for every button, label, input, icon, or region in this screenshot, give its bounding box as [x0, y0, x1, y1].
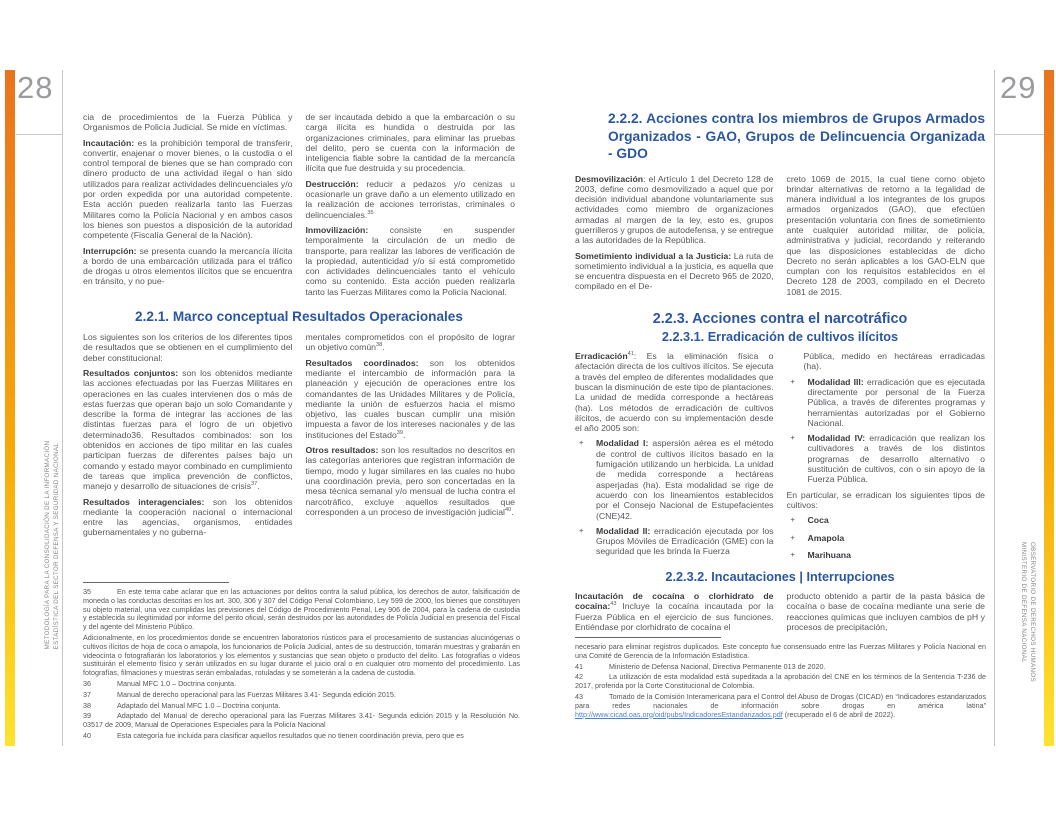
column-2 — [787, 351, 986, 567]
bullet-icon: + — [790, 515, 795, 525]
column-1 — [83, 332, 293, 543]
body-paragraph: cia de procedimientos de la Fuerza Pública y Organismos de Policía Judicial. Se mide en víctimas. — [83, 112, 293, 133]
bullet-icon: + — [579, 525, 584, 535]
running-title-right-line2: MINISTERIO DE DEFENSA NACIONAL — [1020, 541, 1027, 663]
column-1 — [575, 174, 774, 303]
footnote-40 — [83, 732, 520, 741]
footnote-43 — [575, 693, 986, 719]
footnote-number: 41 — [575, 661, 583, 671]
body-paragraph: Resultados interagenciales: son los obtenidos mediante la cooperación nacional o internacional entre las agencias, organismos, entidades gubernamentales y no guberna- — [83, 496, 293, 538]
footnote-rule — [575, 637, 721, 638]
top-columns — [83, 112, 515, 302]
bullet-text: Marihuana — [807, 549, 851, 560]
section-heading-2-2-1: 2.2.1. Marco conceptual Resultados Operacionales — [135, 309, 463, 325]
bullet-item-amapola — [787, 533, 986, 543]
footnote-41 — [575, 663, 986, 672]
footnotes-page-29 — [575, 637, 986, 721]
bullet-item — [787, 433, 986, 484]
column-2 — [306, 112, 516, 302]
footnote-text: necesario para eliminar registros duplicados. Este concepto fue consensuado entre las Fuerzas Militares y Policía Nacional en una Comité de Gerencia de la Información Estadística. — [575, 642, 986, 660]
body-paragraph: Interrupción: se presenta cuando la mercancía ilícita a bordo de una embarcación utilizada para el tráfico de drogas u otros elementos ilícitos que se encuentra en tránsito, y no pue- — [83, 245, 293, 287]
body-paragraph: Resultados conjuntos: son los obtenidos mediante las acciones efectuadas por las Fuerzas Militares en operaciones en las cuales intervienen dos o más de estas fuerzas que operan bajo un solo Comandante y describe la forma de integrar las acciones de las distintas fuerzas para el logro de un objetivo determinado36. Resultados combinados: son los obtenidos en acciones de tipo militar en las cuales participan fuerzas de diferentes países bajo un comando y estado mayor combinado en cumplimiento de tareas que implica prevención de conflictos, manejo y desarrollo de situaciones de crisis$^{37}$. — [83, 367, 293, 492]
bullet-text: Modalidad III: erradicación que es ejecutada directamente por personal de la Fuerza Pública, a través de diferentes programas y herramientas autorizadas por el Gobierno Nacional. — [807, 376, 985, 428]
footnote-42 — [575, 673, 986, 691]
section-2232-columns — [575, 591, 985, 637]
footnotes-page-28 — [83, 582, 520, 743]
footnote-35-cont — [83, 634, 520, 678]
section-heading-2-2-3-2: 2.2.3.2. Incautaciones | Interrupciones — [665, 570, 895, 585]
margin-rule-right — [995, 134, 1044, 135]
page-number-left: 28 — [17, 70, 54, 105]
section-heading-2-2-2: 2.2.2. Acciones contra los miembros de Grupos Armados Organizados - GAO, Grupos de Delincuencia Organizada - GDO — [608, 111, 985, 161]
page-29 — [575, 110, 985, 770]
column-1 — [83, 112, 293, 302]
margin-divider-right — [994, 70, 995, 746]
body-paragraph: Los siguientes son los criterios de los diferentes tipos de resultados que se obtienen en el cumplimiento del deber constitucional: — [83, 332, 293, 363]
footnote-number: 39 — [83, 711, 91, 721]
body-paragraph: Desmovilización: el Artículo 1 del Decreto 128 de 2003, define como desmovilizado a aquel que por decisión individual abandone voluntariamente sus actividades como miembro de organizaciones armadas al margen de la ley, esto es, grupos guerrilleros y grupos de autodefensa, y se entregue a las autoridades de la República. — [575, 173, 774, 246]
running-title-right-line1: OBSERVATORIO DE DERECHOS HUMANOS — [1029, 541, 1036, 683]
footnote-38 — [83, 702, 520, 711]
footnote-number: 37 — [83, 689, 91, 699]
footnote-text: Adaptado del Manual de derecho operacional para las Fuerzas Militares 3.41- Segunda edición 2015 y la Resolución No. 03517 de 2009, Manual de Operaciones Especiales para la Policía Nacional — [83, 711, 520, 730]
body-paragraph: Inmovilización: consiste en suspender temporalmente la circulación de un medio de transporte, para realizar las labores de verificación de la propiedad, autenticidad y/o si está comprometido con actividades delincuenciales tanto el vehículo como su contenido. Esta acción pueden realizarla tanto las Fuerzas Militares como la Policía Nacional. — [305, 224, 515, 297]
accent-bar-right — [1044, 70, 1054, 746]
bullet-text: Modalidad IV: erradicación que realizan los cultivadores a través de los distintos programas de desarrollo alternativo o sustitución de cultivos, con o sin apoyo de la Fuerza Pública. — [807, 433, 985, 485]
running-title-left-line1: METODOLOGÍA PARA LA CONSOLIDACIÓN DE LA INFORMACIÓN — [44, 440, 51, 650]
footnote-text: Adaptado del Manual MFC 1.0 – Doctrina conjunta. — [117, 700, 281, 710]
section-222-columns — [575, 174, 985, 303]
footnote-text: Tomado de la Comisión Interamericana para el Control del Abuso de Drogas (CICAD) en “Indicadores estandarizados para redes nacionales de información sobre drogas en américa latina” http://www.cicad.oas.org/oid/pubs/IndicadoresEstandarizados.pdf (recuperado el 6 de abril de 2022). — [575, 691, 986, 719]
bullet-text: Modalidad II: erradicación ejecutada por los Grupos Móviles de Erradicación (GME) con la seguridad que les brinda la Fuerza — [596, 525, 774, 557]
bullet-text: Coca — [807, 515, 829, 526]
column-2 — [306, 332, 516, 543]
page-28 — [83, 112, 520, 772]
accent-bar-left — [5, 70, 15, 746]
body-paragraph: Incautación de cocaína o clorhidrato de cocaína:$^{43}$ Incluye la cocaína incautada por la Fuerza Pública en el ejercicio de sus funciones. Entiéndase por clorhidrato de cocaína el — [575, 591, 774, 632]
body-paragraph: producto obtenido a partir de la pasta básica de cocaína o base de cocaína mediante una serie de reacciones químicas que incluyen cambios de pH y procesos de precipitación, — [786, 591, 985, 632]
footnote-number: 40 — [83, 730, 91, 740]
column-2 — [787, 174, 986, 303]
bullet-item — [575, 526, 774, 557]
footnote-37 — [83, 691, 520, 700]
section-2231-columns — [575, 351, 985, 567]
footnote-text: Manual MFC 1.0 – Doctrina conjunta. — [117, 678, 237, 688]
bullet-item — [787, 377, 986, 428]
body-paragraph: Pública, medido en hectáreas erradicadas (ha). — [803, 351, 985, 372]
margin-rule-left — [16, 134, 62, 135]
footnote-text: Manual de derecho operacional para las Fuerzas Militares 3.41- Segunda edición 2015. — [117, 689, 396, 699]
body-paragraph: mentales comprometidos con el propósito de lograr un objetivo común$^{38}$. — [305, 332, 515, 353]
footnote-text: Ministerio de Defensa Nacional, Directiva Permanente 013 de 2020. — [609, 661, 826, 671]
bullet-text: Amapola — [807, 532, 845, 543]
footnote-number: 36 — [83, 678, 91, 688]
bullet-icon: + — [790, 376, 795, 386]
bullet-item-marihuana — [787, 550, 986, 560]
footnote-link[interactable]: http://www.cicad.oas.org/oid/pubs/IndicadoresEstandarizados.pdf — [575, 709, 783, 719]
bullet-text: Modalidad I: aspersión aérea es el método de control de cultivos ilícitos basado en la fumigación utilizando un herbicida. La unidad de medida corresponde a hectáreas asperjadas (ha). Esta modalidad se rige de acuerdo con los lineamientos establecidos por el Consejo Nacional de Estupefacientes (CNE)42. — [596, 438, 774, 521]
running-title-left-line2: ESTADÍSTICA DEL SECTOR DEFENSA Y SEGURIDAD NACIONAL — [53, 442, 60, 650]
body-paragraph: Otros resultados: son los resultados no descritos en las categorías anteriores que registran información de tiempo, modo y lugar similares en las cuales no hubo una coordinación previa, pero son concertadas en la mesa técnica semanal y/o mensual de lucha contra el narcotráfico, excluye aquellos resultados que corresponden a un proceso de investigación judicial$^{40}$. — [305, 445, 515, 517]
body-paragraph: En particular, se erradican los siguientes tipos de cultivos: — [786, 489, 985, 510]
running-title-right — [1019, 542, 1037, 682]
column-2 — [787, 591, 986, 637]
section-heading-2-2-3: 2.2.3. Acciones contra el narcotráfico — [652, 311, 908, 328]
body-paragraph: Resultados coordinados: son los obtenidos mediante el intercambio de información para la planeación y ejecución de operaciones entre los comandantes de las Unidades Militares y de Policía, mediante la unión de esfuerzos hacia el mismo objetivo, las cuales buscan cumplir una misión impuesta a favor de los intereses nacionales y de las instituciones del Estado$^{39}$. — [305, 357, 516, 440]
running-title-left — [43, 441, 61, 650]
margin-divider-left — [62, 70, 63, 746]
column-1 — [575, 351, 774, 567]
body-paragraph: Destrucción: reducir a pedazos y/o cenizas u ocasionarle un grave daño a un elemento utilizado en la realización de acciones terroristas, criminales o delincuenciales.$^{35}$ — [305, 178, 515, 220]
column-1 — [575, 591, 774, 637]
body-paragraph: Sometimiento individual a la Justicia: La ruta de sometimiento individual a la justicia, es aquella que se encuentra dispuesta en el Decreto 965 de 2020, compilado en el De- — [575, 250, 774, 292]
bullet-icon: + — [790, 549, 795, 559]
page-number-right: 29 — [1000, 70, 1037, 105]
footnote-text: La utilización de esta modalidad está supeditada a la aprobación del CNE en los términos de la Sentencia T-236 de 2017, proferida por la Corte Constitucional de Colombia. — [575, 672, 986, 691]
footnote-39 — [83, 712, 520, 730]
footnote-36 — [83, 680, 520, 689]
footnote-text: Esta categoría fue incluida para clasificar aquellos resultados que no tienen coordinación previa, pero que es — [117, 730, 464, 740]
footnote-35 — [83, 588, 520, 632]
section-heading-2-2-3-1: 2.2.3.1. Erradicación de cultivos ilícitos — [661, 330, 899, 345]
body-paragraph: creto 1069 de 2015, la cual tiene como objeto brindar alternativas de retorno a la legalidad de manera individual a los integrantes de los grupos armados organizados (GAO), que efectúen presentación voluntaria con fines de sometimiento ante cualquier autoridad militar, de policía, administrativa y judicial, recordando y reiterando que las disposiciones establecidas de dicho Decreto no serán aplicables a los GAO-ELN que cumplan con los requisitos establecidos en el Decreto 128 de 2003, compilado en el Decreto 1081 de 2015. — [786, 173, 985, 297]
footnote-text: En este tema cabe aclarar que en las actuaciones por delitos contra la salud pública, los derechos de autor, falsificación de moneda o las conductas descritas en los art. 300, 306 y 307 del Código Penal Colombiano, Ley 599 de 2000, los bienes que constituyen su objeto material, una vez cumplidas las previsiones del Código de Procedimiento Penal, Ley 906 de 2004, para la cadena de custodia y establecida su ilegitimidad por informe del perito oficial, serán destruidos por las autoridades de Policía Judicial en presencia del Fiscal y del agente del Ministerio Público. — [83, 587, 520, 632]
footnote-number: 43 — [575, 691, 583, 701]
body-paragraph: Erradicación$^{41}$: Es la eliminación física o afectación directa de los cultivos ilícitos. Se ejecuta a través del empleo de diferentes modalidades que buscan la disminución de este tipo de plantaciones. La unidad de medida corresponde a hectáreas (ha). Los métodos de erradicación de cultivos ilícitos, de acuerdo con su implementación desde el año 2005 son: — [575, 351, 774, 434]
body-paragraph: Incautación: es la prohibición temporal de transferir, convertir, enajenar o mover bienes, o la custodia o el control temporal de bienes que se han comprado con dinero producto de una actividad ilegal o han sido utilizados para realizar actividades delincuenciales y/o por orden expedida por una autoridad competente. Esta acción pueden realizarla tanto las Fuerzas Militares como la Policía Nacional y en ambos casos los bienes son puestos a disposición de la autoridad competente (Fiscalía General de la Nación). — [83, 137, 293, 241]
bullet-icon: + — [790, 532, 795, 542]
bullet-item — [575, 438, 774, 520]
body-paragraph: de ser incautada debido a que la embarcación o su carga ilícita es hundida o destruida por las organizaciones criminales, para eliminar las pruebas del delito, pero se cuenta con la información de inteligencia fiable sobre la cantidad de la mercancía ilícita que fue destruida y su procedencia. — [305, 112, 515, 174]
footnote-rule — [83, 582, 229, 583]
footnote-text: Adicionalmente, en los procedimientos donde se encuentren laboratorios rústicos para el procesamiento de sustancias alucinógenas o cultivos ilícitos de hoja de coca o amapola, los funcionarios de Policía Judicial, antes de su destrucción, tomarán muestras y grabarán en videocinta o fotografiarán los laboratorios y los elementos y sustancias que sean objeto o producto del delito. Las fotografías o vídeos sustituirán el elemento físico y serán utilizados en su lugar durante el juicio oral o en cualquier otro momento del procedimiento. Las fotografías, filmaciones y muestras serán embaladas, rotuladas y se someterán a la cadena de custodia. — [83, 632, 520, 678]
bullet-icon: + — [790, 433, 795, 443]
footnote-40-cont — [575, 643, 986, 661]
bullet-icon: + — [579, 438, 584, 448]
footnote-number: 38 — [83, 700, 91, 710]
bullet-item-coca — [787, 515, 986, 525]
footnote-number: 42 — [575, 672, 583, 682]
footnote-number: 35 — [83, 587, 91, 596]
section-221-columns — [83, 332, 515, 543]
